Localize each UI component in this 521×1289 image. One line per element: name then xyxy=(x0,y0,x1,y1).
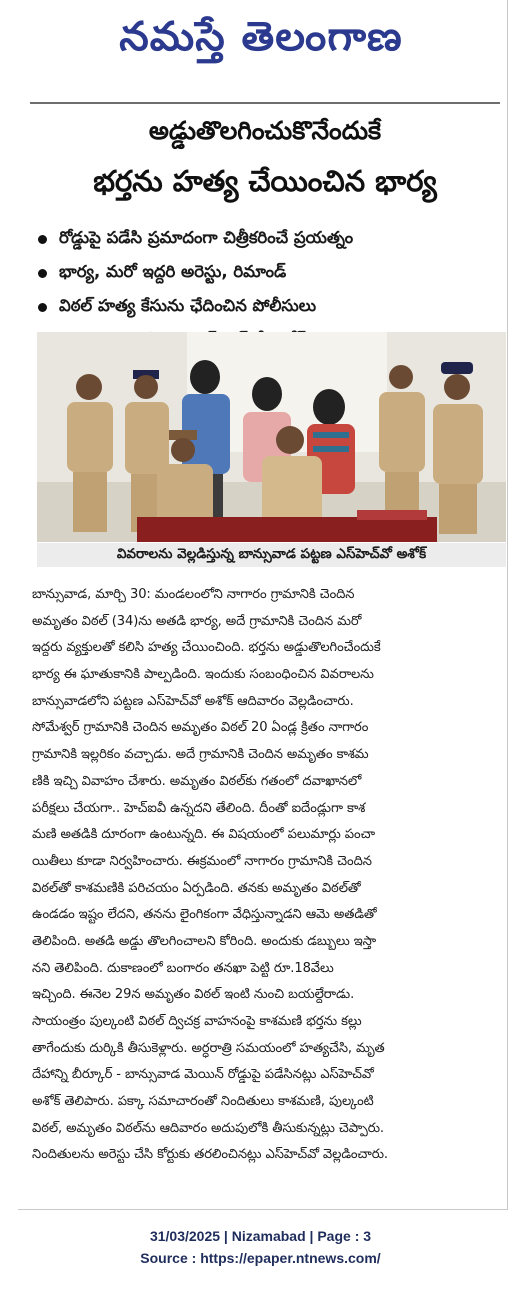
article-line: తాగేందుకు దుర్కికి తీసుకెళ్లారు. అర్ధరాత్రి సమయంలో హత్యచేసి, మృత xyxy=(32,1040,385,1056)
article-line: ఉండడం ఇష్టం లేదని, తనను లైంగికంగా వేధిస్తున్నాడని ఆమె అతడితో xyxy=(32,907,377,923)
headline-line-2: భర్తను హత్య చేయించిన భార్య xyxy=(93,164,437,198)
article-line: దేహాన్ని బీర్కూర్ - బాన్సువాడ మెయిన్ రోడ్డుపై పడేసినట్లు ఎస్‌హెచ్‌వో xyxy=(32,1067,374,1083)
article-line: భార్య ఈ ఘాతుకానికి పాల్పడింది. ఇందుకు సంబంధించిన వివరాలను xyxy=(32,667,374,683)
article-line: సోమేశ్వర్ గ్రామానికి చెందిన అమృతం విఠల్ 20 ఏండ్ల క్రితం నాగారం xyxy=(32,720,369,736)
bullet-item: భార్య, మరో ఇద్దరి అరెస్టు, రిమాండ్ xyxy=(38,256,498,290)
article-line: ఇచ్చింది. ఈనెల 29న అమృతం విఠల్ ఇంటి నుంచి బయల్దేరాడు. xyxy=(32,987,355,1003)
article-line: అశోక్ తెలిపారు. పక్కా సమాచారంతో నిందితులు కాశమణి, పుల్కంటి xyxy=(32,1094,374,1110)
article-line: విఠల్‌తో కాశమణికి పరిచయం ఏర్పడింది. తనకు అమృతం విఠల్‌తో xyxy=(32,880,361,896)
article-line: బాన్సువాడలోని పట్టణ ఎస్‌హెచ్‌వో అశోక్ ఆదివారం వెల్లడించారు. xyxy=(32,693,354,709)
article-line: గ్రామానికి ఇల్లరికం వచ్చాడు. అదే గ్రామానికి చెందిన అమృతం కాశమ xyxy=(32,747,369,763)
footer-source-link[interactable]: Source : https://epaper.ntnews.com/ xyxy=(140,1250,381,1266)
article-body xyxy=(32,582,506,1169)
article-line: నని తెలిపింది. దుకాణంలో బంగారం తనఖా పెట్టి రూ.18వేలు xyxy=(32,960,334,976)
news-photo xyxy=(37,332,506,542)
article-line: సాయంత్రం పుల్కంటి విఠల్ ద్విచక్ర వాహనంపై కాశమణి భర్తను కల్లు xyxy=(32,1014,362,1029)
article-line: నిందితులను అరెస్టు చేసి కోర్టుకు తరలించినట్లు ఎస్‌హెచ్‌వో వెల్లడించారు. xyxy=(32,1147,388,1163)
masthead-title: నమస్తే తెలంగాణ xyxy=(119,14,403,60)
article-line: తెలిపింది. అతడి అడ్డు తొలగించాలని కోరింది. అందుకు డబ్బులు ఇస్తా xyxy=(32,933,377,949)
article-line: ణికి ఇచ్చి వివాహం చేశారు. అమృతం విఠల్‌కు గతంలో దవాఖానలో xyxy=(32,773,362,789)
bullet-dot-icon xyxy=(38,269,47,278)
article-line: యితీలు కూడా నిర్వహించారు. ఈక్రమంలో నాగారం గ్రామానికి చెందిన xyxy=(32,853,372,869)
bullet-dot-icon xyxy=(38,303,47,312)
bullet-dot-icon xyxy=(38,235,47,244)
bullet-item: విఠల్ హత్య కేసును ఛేదించిన పోలీసులు xyxy=(38,290,498,324)
top-rule xyxy=(30,102,500,104)
article-line: విఠల్, అమృతం విఠల్‌ను ఆదివారం అదుపులోకి తీసుకున్నట్లు చెప్పారు. xyxy=(32,1120,384,1136)
article-line: అమృతం విఠల్ (34)ను అతడి భార్య, అదే గ్రామానికి చెందిన మరో xyxy=(32,613,362,629)
photo-caption: వివరాలను వెల్లడిస్తున్న బాన్సువాడ పట్టణ ఎస్‌హెచ్‌వో అశోక్ xyxy=(37,543,506,567)
headline-line-1: అడ్డుతొలగించుకొనేందుకే xyxy=(148,116,382,145)
footer-date-edition: 31/03/2025 | Nizamabad | Page : 3 xyxy=(149,1228,372,1244)
article-line: బాన్సువాడ, మార్చి 30: మండలంలోని నాగారం గ్రామానికి చెందిన xyxy=(32,587,355,602)
newspaper-masthead xyxy=(56,10,466,74)
article-line: మణి అతడికి దూరంగా ఉంటున్నది. ఈ విషయంలో పలుమార్లు పంచా xyxy=(32,827,375,843)
article-line: పరీక్షలు చేయగా.. హెచ్ఐవీ ఉన్నదని తేలింది. దీంతో ఐదేండ్లుగా కాశ xyxy=(32,800,366,816)
bullet-item: రోడ్డుపై పడేసి ప్రమాదంగా చిత్రీకరించే ప్రయత్నం xyxy=(38,222,498,256)
article-line: ఇద్దరు వ్యక్తులతో కలిసి హత్య చేయించింది. భర్తను అడ్డుతొలగించేందుకే xyxy=(32,640,381,656)
